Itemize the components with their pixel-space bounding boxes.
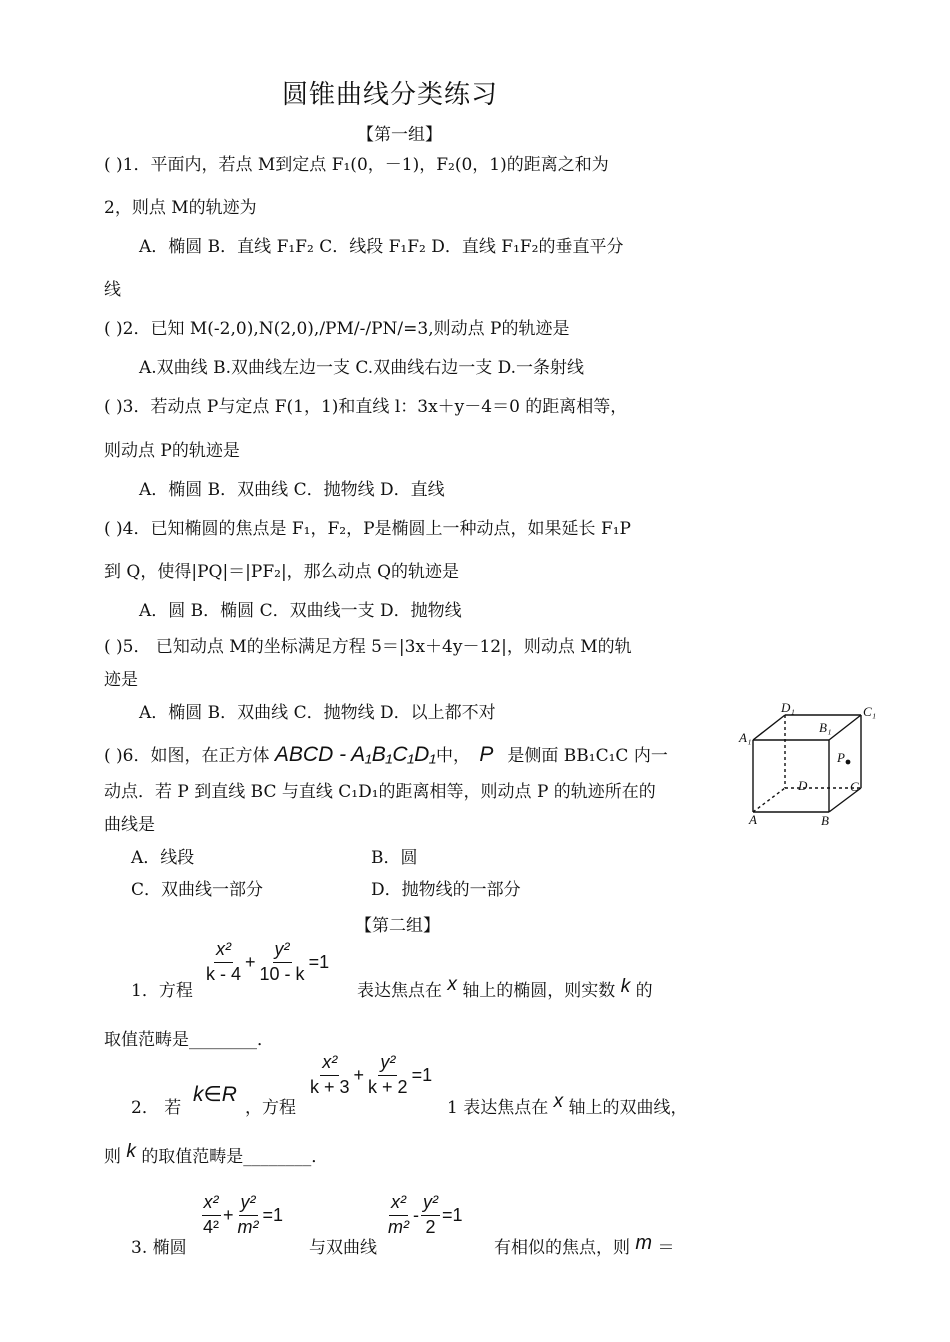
g2-q2-line2-suffix: 的取值范畴是________． — [141, 1147, 329, 1167]
g2-q3-prefix: 3. 椭圆 — [131, 1238, 187, 1258]
g2-q2-frac2-num: y² — [378, 1053, 397, 1076]
g2-q3-e2-den1: m² — [388, 1216, 409, 1237]
q5-options: A．椭圆 B．双曲线 C．抛物线 D．以上都不对 — [139, 703, 496, 723]
g2-q1-equation — [204, 940, 331, 985]
q1-line1: ( )1．平面内，若点 M到定点 F₁(0，－1)，F₂(0，1)的距离之和为 — [104, 155, 609, 175]
q5-line1: ( )5． 已知动点 M的坐标满足方程 5＝|3x＋4y－12|，则动点 M的轨 — [104, 637, 632, 657]
g2-q2-post2: 轴上的双曲线， — [568, 1098, 688, 1118]
g2-q3-e1-frac1 — [201, 1193, 221, 1238]
g2-q1-frac1-num: x² — [214, 940, 233, 963]
g2-q3-rest — [494, 1233, 674, 1259]
g2-q2-var-x: x — [553, 1091, 564, 1112]
g2-q3-e1-den1: 4² — [203, 1216, 220, 1237]
g2-q1-frac2-num: y² — [273, 940, 292, 963]
q6-point-p: P — [479, 743, 494, 766]
g2-q2-frac2-den: k + 2 — [368, 1076, 408, 1097]
q2-line1: ( )2．已知 M(-2,0),N(2,0),/PM/-/PN/=3,则动点 P的轨迹是 — [104, 319, 570, 339]
g2-q1-var-x: x — [447, 974, 457, 995]
q6-line3: 曲线是 — [104, 815, 155, 835]
q6-option-d: D．抛物线的一部分 — [371, 880, 521, 900]
g2-q1-equals: =1 — [308, 951, 330, 972]
g2-q1-prefix: 1．方程 — [131, 981, 193, 1001]
q4-options: A．圆 B．椭圆 C．双曲线一支 D．抛物线 — [139, 601, 462, 621]
g2-q3-e1-num1: x² — [202, 1193, 221, 1216]
q1-options: A．椭圆 B．直线 F₁F₂ C．线段 F₁F₂ D．直线 F₁F₂的垂直平分 — [139, 237, 624, 257]
edge-a1-d1 — [753, 715, 785, 740]
label-c: C — [850, 779, 859, 794]
label-d1: D₁ — [781, 700, 795, 715]
g2-q3-hyperbola-equation — [386, 1193, 465, 1238]
q4-line2: 到 Q，使得|PQ|＝|PF₂|，那么动点 Q的轨迹是 — [104, 562, 460, 582]
g2-q3-ellipse-equation — [201, 1193, 285, 1238]
g2-q3-e1-den2: m² — [237, 1216, 259, 1237]
q6-mid: 中， — [435, 746, 470, 766]
g2-q3-e2-frac2 — [421, 1193, 440, 1238]
q6-option-c: C．双曲线一部分 — [131, 880, 264, 900]
q2-options: A.双曲线 B.双曲线左边一支 C.双曲线右边一支 D.一条射线 — [139, 358, 585, 378]
q6-option-a: A．线段 — [131, 848, 195, 868]
g2-q3-e2-num2: y² — [421, 1193, 440, 1216]
label-p: P — [837, 750, 845, 765]
page-title: 圆锥曲线分类练习 — [282, 80, 499, 110]
g2-q1-post2: 轴上的椭圆，则实数 — [462, 981, 616, 1001]
g2-q2-frac2 — [366, 1053, 410, 1098]
q6-line1 — [104, 741, 668, 767]
g2-q1-plus: + — [245, 951, 256, 972]
label-b1: B₁ — [819, 720, 832, 735]
q3-line2: 则动点 P的轨迹是 — [104, 441, 240, 461]
label-c1: C₁ — [863, 704, 877, 719]
cube-figure — [735, 700, 895, 830]
point-p-dot — [846, 760, 851, 765]
g2-q1-frac2 — [258, 940, 307, 985]
g2-q3-e2-den2: 2 — [425, 1216, 436, 1237]
g2-q2-mid: ，方程 — [245, 1098, 296, 1118]
g2-q3-e2-minus: - — [413, 1204, 419, 1225]
g2-q1-frac2-den: 10 - k — [259, 963, 305, 984]
g2-q3-e2-equals: =1 — [442, 1204, 463, 1225]
edge-a-d-hidden — [753, 788, 785, 812]
g2-q3-end: ＝ — [657, 1238, 675, 1258]
q3-options: A．椭圆 B．双曲线 C．抛物线 D．直线 — [139, 480, 445, 500]
group1-heading: 【第一组】 — [357, 125, 442, 145]
g2-q3-e2-num1: x² — [389, 1193, 408, 1216]
g2-q3-post: 有相似的焦点，则 — [494, 1238, 630, 1258]
q3-line1: ( )3．若动点 P与定点 F(1，1)和直线 l：3x＋y－4＝0 的距离相等， — [104, 397, 628, 417]
g2-q2-var-k: k — [126, 1141, 136, 1162]
g2-q3-e1-equals: =1 — [262, 1204, 284, 1225]
g2-q2-frac1-num: x² — [320, 1053, 339, 1076]
g2-q2-line2-prefix: 则 — [104, 1147, 121, 1167]
q1-line3: 线 — [104, 280, 121, 300]
q6-cube-name: ABCD - A₁B₁C₁D₁ — [274, 743, 436, 766]
g2-q3-e1-frac2 — [236, 1193, 261, 1238]
label-a1: A₁ — [739, 730, 752, 745]
g2-q2-condition: k∈R — [193, 1083, 237, 1106]
g2-q1-line2: 取值范畴是________． — [104, 1030, 274, 1050]
g2-q1-var-k: k — [620, 976, 631, 997]
g2-q3-e1-plus: + — [223, 1204, 234, 1225]
q1-line2: 2，则点 M的轨迹为 — [104, 198, 257, 218]
g2-q3-e2-frac1 — [386, 1193, 411, 1238]
label-a: A — [749, 812, 757, 827]
g2-q2-plus: + — [353, 1064, 365, 1085]
label-d: D — [798, 778, 808, 793]
g2-q1-frac1-den: k - 4 — [206, 963, 242, 984]
g2-q3-e1-num2: y² — [239, 1193, 258, 1216]
g2-q2-frac1-den: k + 3 — [310, 1076, 350, 1097]
q5-line2: 迹是 — [104, 670, 138, 690]
q6-option-b: B．圆 — [371, 848, 418, 868]
g2-q2-prefix: 2． 若 — [131, 1098, 182, 1118]
g2-q2-frac1 — [308, 1053, 352, 1098]
q6-suffix: 是侧面 BB₁C₁C 内一 — [507, 746, 668, 766]
g2-q2-rest — [447, 1093, 688, 1119]
q6-prefix: ( )6．如图，在正方体 — [104, 746, 270, 766]
g2-q1-post3: 的 — [635, 981, 653, 1001]
g2-q3-var-m: m — [635, 1232, 653, 1254]
g2-q1-rest — [357, 976, 653, 1002]
g2-q1-frac1 — [204, 940, 243, 985]
g2-q2-line2 — [104, 1142, 328, 1168]
g2-q2-equation — [308, 1053, 434, 1098]
edge-c1-b1 — [829, 715, 861, 740]
label-b: B — [821, 813, 829, 828]
g2-q3-mid: 与双曲线 — [309, 1238, 377, 1258]
g2-q1-post1: 表达焦点在 — [357, 981, 442, 1001]
q4-line1: ( )4．已知椭圆的焦点是 F₁，F₂，P是椭圆上一种动点，如果延长 F₁P — [104, 519, 631, 539]
g2-q2-equals: =1 — [411, 1064, 433, 1085]
g2-q2-post1: 1 表达焦点在 — [447, 1098, 549, 1118]
q6-line2: 动点．若 P 到直线 BC 与直线 C₁D₁的距离相等，则动点 P 的轨迹所在的 — [104, 782, 656, 802]
group2-heading: 【第二组】 — [355, 916, 440, 936]
